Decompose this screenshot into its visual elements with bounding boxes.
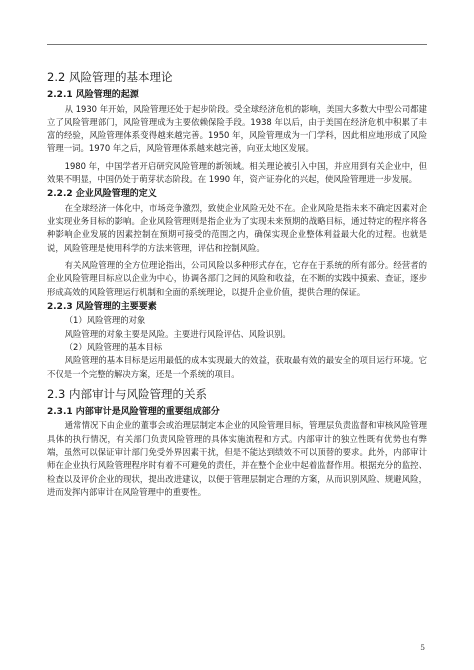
page-number: 5 (420, 643, 425, 652)
paragraph: 通常情况下由企业的董事会或治理层制定本企业的风险管理目标，管理层负责监督和审核风险管理具体的执行情况，有关部门负责风险管理的具体实施流程和方式。内部审计的独立性既有优势也有弊端，虽然可以保证审计部门免受外界因素干扰，但是不能达到绩效不可以顶替的要求。此外，内部审计师在企业执行风险管理程序时有着不可避免的责任，并在整个企业中起着监督作用。根据充分的监控、检查以及评价企业的现状，提出改进建议，以便于管理层制定合理的方案，从而识别风险、规避风险，进而发挥内部审计在风险管理中的重要性。 (47, 420, 427, 497)
page-body (47, 64, 427, 499)
header-rule (47, 44, 427, 45)
list-item-text: 风险管理的对象主要是风险。主要进行风险评估、风险识别。 (64, 328, 291, 339)
paragraph: 从 1930 年开始，风险管理还处于起步阶段。受全球经济危机的影响，美国大多数大中型公司都建立了风险管理部门，风险管理成为主要依赖保险手段。1938 年以后，由于美国在经济危机中积累了丰富的经验，风险管理体系变得越来越完善。1950 年，风险管理成为一门学科，因此相应地形成了风险管理一词。1970 年之后，风险管理体系越来越完善，向亚太地区发展。 (47, 103, 427, 154)
subsection-heading-elements: 2.2.3 风险管理的主要要素 (47, 301, 157, 312)
list-item-text: 风险管理的基本目标是运用最低的成本实现最大的效益，获取最有效的最安全的项目运行环境。它不仅是一个完整的解决方案，还是一个系统的项目。 (47, 355, 427, 379)
subsection-heading-audit: 2.3.1 内部审计是风险管理的重要组成部分 (47, 406, 220, 417)
subsection-heading-definition: 2.2.2 企业风险管理的定义 (47, 189, 157, 200)
section-heading: 2.2 风险管理的基本理论 (47, 70, 173, 84)
section-heading: 2.3 内部审计与风险管理的关系 (47, 386, 207, 401)
paragraph: 1980 年，中国学者开启研究风险管理的新领域。相关理论被引入中国，并应用到有关企业中，但效果不明显，中国仍处于萌芽状态阶段。在 1990 年，资产证券化的兴起，使风险管理进一步发展。 (47, 160, 427, 184)
list-item-label: （2）风险管理的基本目标 (64, 341, 163, 352)
subsection-heading-origin: 2.2.1 风险管理的起源 (47, 90, 139, 100)
paragraph: 有关风险管理的全方位理论指出，公司风险以多种形式存在，它存在于系统的所有部分。经营者的企业风险管理目标应以企业为中心，协调各部门之间的风险和收益，在不断的实践中摸索、查证，逐步形成高效的风险管理运行机制和全面的系统理论，以提升企业价值，提供合理的保证。 (47, 259, 427, 297)
paragraph: 在全球经济一体化中，市场竞争激烈，致使企业风险无处不在。企业风险是指未来不确定因素对企业实现业务目标的影响。企业风险管理则是指企业为了实现未来预期的战略目标，通过特定的程序将各种影响企业发展的因素控制在预期可接受的范围之内，确保实现企业整体利益最大化的过程。也就是说，风险管理是使用科学的方法来管理，评估和控制风险。 (47, 202, 427, 253)
list-item-label: （1）风险管理的对象 (64, 315, 146, 326)
